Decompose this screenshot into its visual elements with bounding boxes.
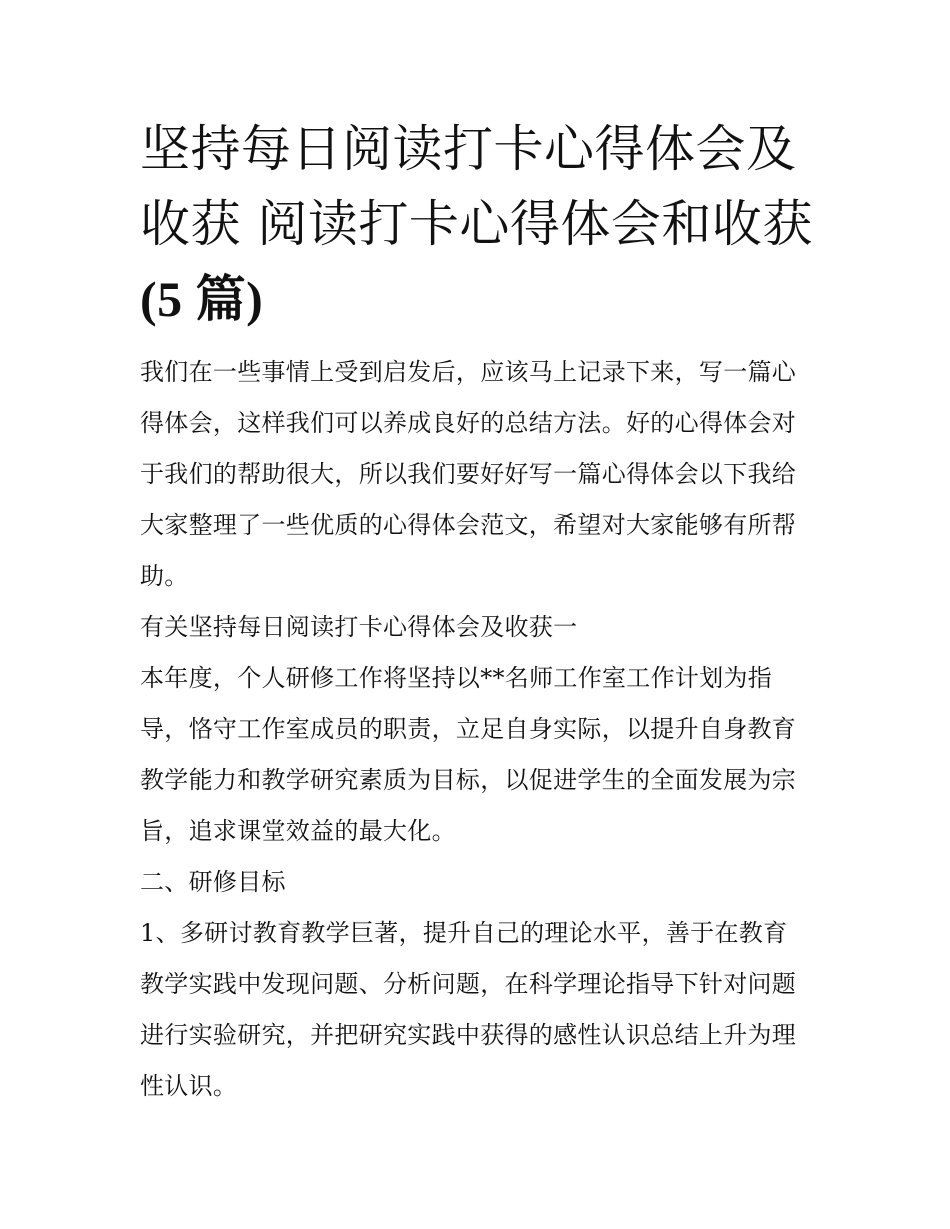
paragraph-line: 导，恪守工作室成员的职责，立足自身实际，以提升自身教育: [140, 715, 797, 743]
subsection-heading-text: 二、研修目标: [140, 868, 286, 896]
title-line-1: 坚持每日阅读打卡心得体会及: [140, 120, 797, 178]
paragraph-line: 得体会，这样我们可以养成良好的总结方法。好的心得体会对: [140, 409, 797, 437]
document-body: [140, 347, 815, 1112]
paragraph-line: 旨，追求课堂效益的最大化。: [140, 817, 456, 845]
body-paragraph: [140, 908, 815, 1112]
paragraph-line: 进行实验研究，并把研究实践中获得的感性认识总结上升为理: [140, 1021, 797, 1049]
title-line-2: 收获 阅读打卡心得体会和收获: [140, 195, 813, 253]
paragraph-line: 于我们的帮助很大，所以我们要好好写一篇心得体会以下我给: [140, 460, 797, 488]
section-heading: [140, 602, 815, 653]
paragraph-line: 教学实践中发现问题、分析问题，在科学理论指导下针对问题: [140, 970, 797, 998]
paragraph-line: 我们在一些事情上受到启发后，应该马上记录下来，写一篇心: [140, 358, 797, 386]
section-heading-text: 有关坚持每日阅读打卡心得体会及收获一: [140, 613, 578, 641]
body-paragraph: [140, 653, 815, 857]
document-title: [140, 112, 815, 337]
paragraph-line: 1、多研讨教育教学巨著，提升自己的理论水平，善于在教育: [140, 919, 788, 947]
paragraph-line: 助。: [140, 562, 189, 590]
title-line-3: (5 篇): [140, 271, 264, 327]
subsection-heading: [140, 857, 815, 908]
intro-paragraph: [140, 347, 815, 602]
paragraph-line: 教学能力和教学研究素质为目标，以促进学生的全面发展为宗: [140, 766, 797, 794]
paragraph-line: 大家整理了一些优质的心得体会范文，希望对大家能够有所帮: [140, 511, 797, 539]
paragraph-line: 本年度，个人研修工作将坚持以**名师工作室工作计划为指: [140, 664, 773, 692]
document-content: [140, 112, 815, 1112]
paragraph-line: 性认识。: [140, 1072, 238, 1100]
